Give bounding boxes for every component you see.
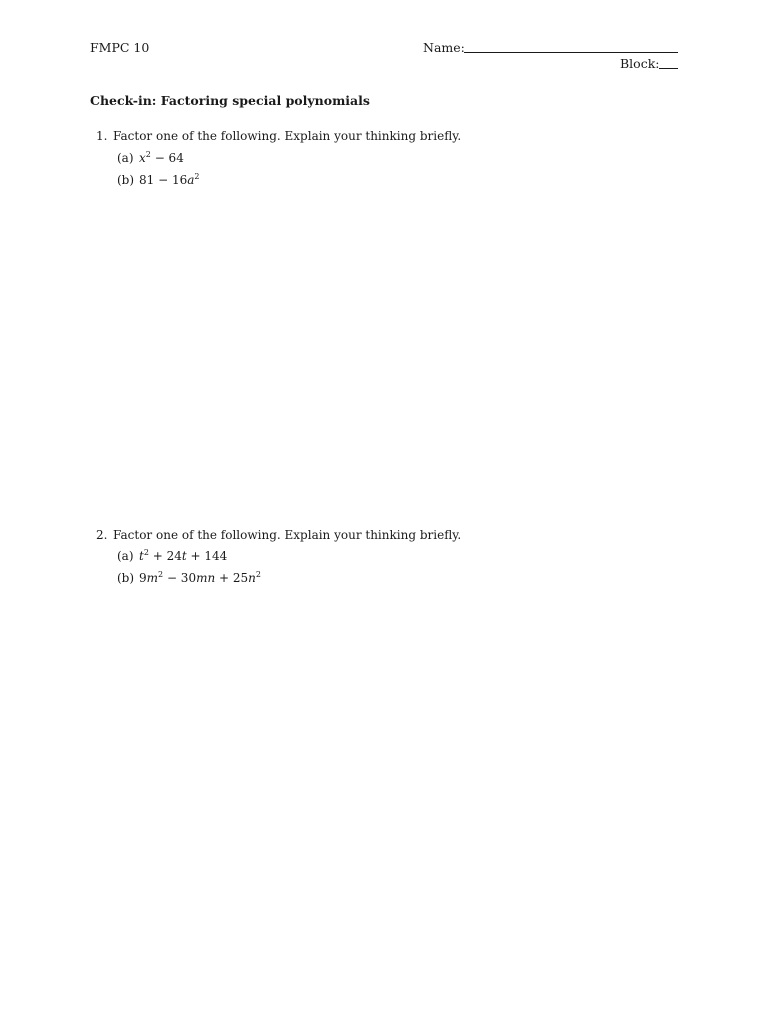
option-expression: $t^2 + 24t + 144$ [139,548,228,563]
page-title: Check-in: Factoring special polynomials [90,93,370,108]
question-prompt: Factor one of the following. Explain your thinking briefly. [113,528,462,542]
option-label: (b) [117,173,135,187]
option-expression: $x^2 - 64$ [139,150,184,165]
block-blank-line[interactable] [659,68,678,69]
question-prompt: Factor one of the following. Explain your thinking briefly. [113,129,462,143]
course-label: FMPC 10 [90,40,150,55]
name-label: Name: [423,40,465,55]
question-number: 1. [96,129,108,143]
option-label: (b) [117,571,135,585]
block-label: Block: [620,56,660,71]
question-number: 2. [96,528,108,542]
name-blank-line[interactable] [464,52,678,53]
option-label: (a) [117,549,134,563]
option-expression: $9m^2 - 30mn + 25n^2$ [139,570,261,585]
option-label: (a) [117,151,134,165]
option-expression: $81 - 16a^2$ [139,172,200,187]
